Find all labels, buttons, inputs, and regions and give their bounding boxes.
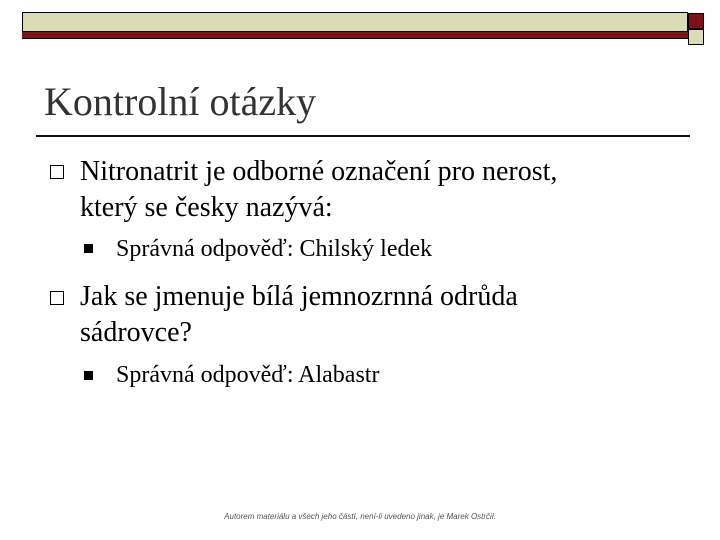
filled-square-bullet-icon — [84, 244, 93, 253]
question-1-line-2: který se česky nazývá: — [80, 192, 333, 223]
corner-square-dark-icon — [688, 13, 704, 29]
footer-credit: Autorem materiálu a všech jeho částí, není-li uvedeno jinak, je Marek Ostrčil. — [224, 512, 496, 521]
question-2-line-2: sádrovce? — [80, 317, 192, 348]
question-1 — [80, 154, 680, 226]
answer-1: Správná odpověď: Chilský ledek — [116, 236, 433, 262]
answer-2: Správná odpověď: Alabastr — [116, 362, 380, 388]
question-2 — [80, 279, 680, 351]
corner-square-light-icon — [688, 29, 704, 45]
hollow-square-bullet-icon — [50, 291, 64, 305]
header-band — [22, 12, 688, 32]
header-accent-line — [22, 31, 688, 39]
question-1-line-1: Nitronatrit je odborné označení pro nerost, — [80, 156, 558, 187]
filled-square-bullet-icon — [84, 371, 93, 380]
question-2-line-1: Jak se jmenuje bílá jemnozrnná odrůda — [80, 281, 518, 312]
title-divider — [36, 135, 690, 137]
slide-title: Kontrolní otázky — [44, 79, 317, 124]
hollow-square-bullet-icon — [50, 165, 64, 179]
